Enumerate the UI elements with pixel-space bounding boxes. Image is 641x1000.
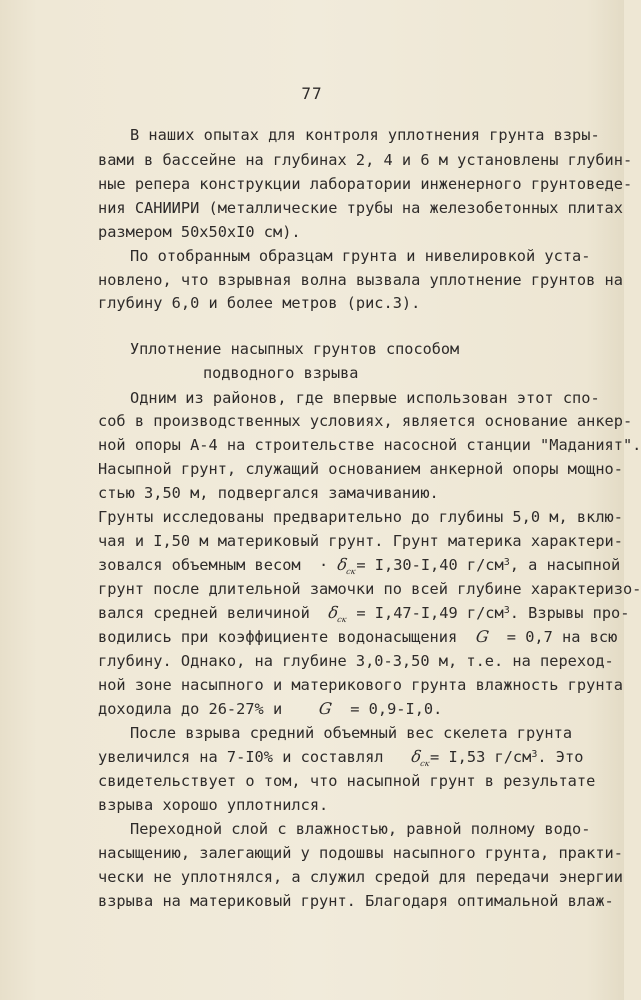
section-heading-line-1: Уплотнение насыпных грунтов способом (130, 340, 460, 358)
text-line-with-formula: зовался объемным весом · $\delta_{ск}= I,30-I,40$ $г/см^3$, а насыпной (98, 555, 548, 582)
text-line: грунт после длительной замочки по всей глубине характеризо- (98, 580, 641, 598)
density-symbol: $\delta_{ск}$ (327, 603, 348, 625)
text-line: глубину 6,0 и более метров (рис.3). (98, 294, 421, 312)
text-line: ния САНИИРИ (металлические трубы на железобетонных плитах (98, 199, 623, 217)
text-line: После взрыва средний объемный вес скелета грунта (130, 724, 573, 742)
saturation-symbol: G (317, 699, 334, 718)
text-line: насыщению, залегающий у подошвы насыпного грунта, практи- (98, 844, 623, 862)
saturation-symbol: G (474, 627, 490, 646)
text-line: новлено, что взрывная волна вызвала уплотнение грунтов на (98, 271, 623, 289)
text-line: вами в бассейне на глубинах 2, 4 и 6 м установлены глубин- (98, 151, 633, 169)
text-line: стью 3,50 м, подвергался замачиванию. (98, 484, 439, 502)
text-line: взрыва хорошо уплотнился. (98, 796, 329, 814)
section-heading-line-2: подводного взрыва (203, 364, 359, 382)
text-line: Одним из районов, где впервые использован этот спо- (130, 389, 600, 407)
text-line: чески не уплотнялся, а служил средой для передачи энергии (98, 868, 623, 886)
density-symbol: $\delta_{ск}$ (410, 747, 431, 769)
text-line-with-formula: увеличился на 7-I0% и составлял $\delta_{ск}= I,53$ $г/см^3$. Это (98, 747, 548, 774)
text-line: Переходной слой с влажностью, равной полному водо- (130, 820, 591, 838)
text-line: соб в производственных условиях, является основание анкер- (98, 412, 633, 430)
text-line: ной опоры А-4 на строительстве насосной станции "Маданият". (98, 436, 641, 454)
text-line: Грунты исследованы предварительно до глубины 5,0 м, вклю- (98, 508, 623, 526)
text-line: взрыва на материковый грунт. Благодаря оптимальной влаж- (98, 892, 614, 910)
text-line: В наших опытах для контроля уплотнения грунта взры- (130, 126, 600, 144)
text-line: свидетельствует о том, что насыпной грунт в результате (98, 772, 596, 790)
text-line: глубину. Однако, на глубине 3,0-3,50 м, т.е. на переход- (98, 652, 614, 670)
text-line: размером 50х50хI0 см). (98, 223, 301, 241)
page-number: 77 (301, 84, 323, 103)
text-line: Насыпной грунт, служащий основанием анкерной опоры мощно- (98, 460, 623, 478)
text-line-with-formula: водились при коэффициенте водонасыщения G = 0,7 на всю (98, 627, 618, 646)
density-symbol: $\delta_{ск}$ (336, 555, 357, 577)
text-line: чая и I,50 м материковый грунт. Грунт материка характери- (98, 532, 623, 550)
text-line: По отобранным образцам грунта и нивелировкой уста- (130, 247, 591, 265)
text-line-with-formula: вался средней величиной $\delta_{ск} = I,47-I,49$ $г/см^3$. Взрывы про- (98, 603, 548, 630)
text-line-with-formula: доходила до 26-27% и G = 0,9-I,0. (98, 699, 443, 718)
text-line: ной зоне насыпного и материкового грунта влажность грунта (98, 676, 623, 694)
text-line: ные репера конструкции лаборатории инженерного грунтоведе- (98, 175, 633, 193)
